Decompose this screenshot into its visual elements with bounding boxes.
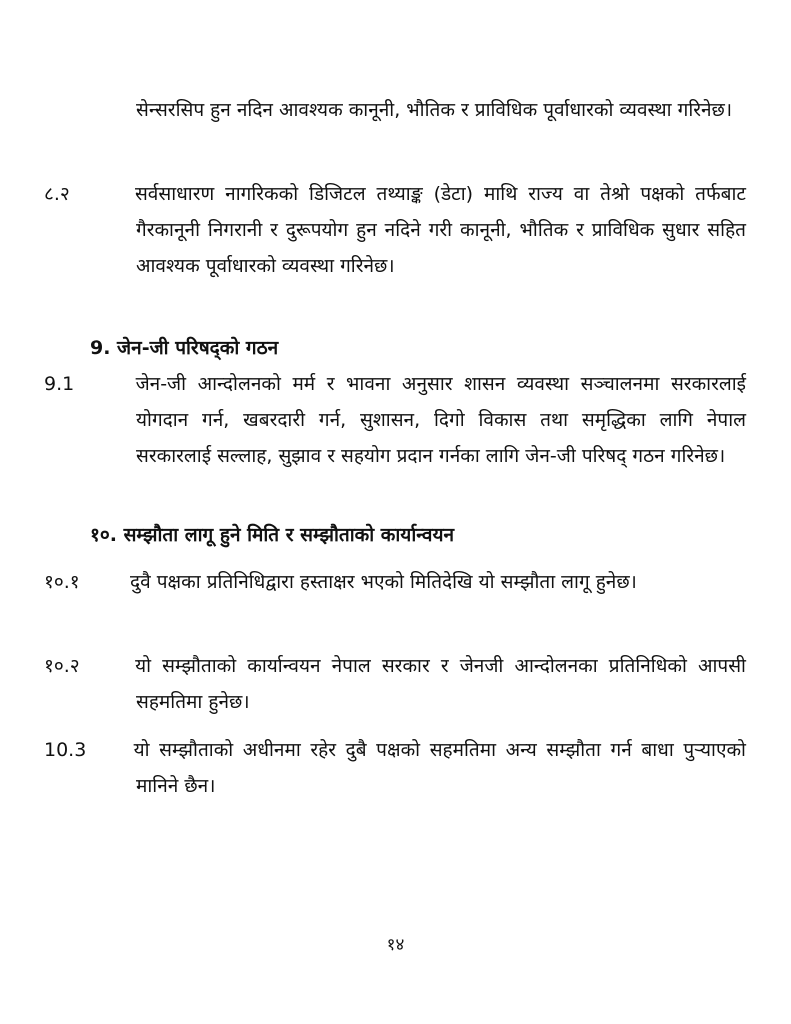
clause-text: दुवै पक्षका प्रतिनिधिद्वारा हस्ताक्षर भएको मितिदेखि यो सम्झौता लागू हुनेछ।	[130, 571, 637, 593]
clause-text: जेन-जी आन्दोलनको मर्म र भावना अनुसार शासन व्यवस्था सञ्चालनमा सरकारलाई योगदान गर्न, खबरदारी गर्न, सुशासन, दिगो विकास तथा समृद्धिका लागि नेपाल सरकारलाई सल्लाह, सुझाव र सहयोग प्रदान गर्नका लागि जेन-जी परिषद् गठन गरिनेछ।	[135, 373, 746, 467]
clause-number: 10.3	[44, 739, 87, 761]
clause-10-1	[44, 564, 746, 600]
clause-text: यो सम्झौताको कार्यान्वयन नेपाल सरकार र जेनजी आन्दोलनका प्रतिनिधिको आपसी सहमतिमा हुनेछ।	[135, 655, 746, 713]
clause-9-1	[44, 366, 746, 474]
clause-10-2	[44, 648, 746, 720]
clause-number: 9.1	[44, 373, 75, 395]
clause-text: यो सम्झौताको अधीनमा रहेर दुबै पक्षको सहमतिमा अन्य सम्झौता गर्न बाधा पुऱ्याएको मानिने छैन।	[133, 739, 746, 797]
continuation-text: सेन्सरसिप हुन नदिन आवश्यक कानूनी, भौतिक र प्राविधिक पूर्वाधारको व्यवस्था गरिनेछ।	[136, 99, 733, 121]
clause-8-2	[44, 176, 746, 284]
clause-8-1-continuation	[90, 92, 746, 128]
section-9-heading: 9. जेन-जी परिषद्को गठन	[90, 337, 279, 359]
clause-number: १०.१	[44, 571, 80, 593]
page-number: १४	[386, 935, 405, 955]
clause-text: सर्वसाधारण नागरिकको डिजिटल तथ्याङ्क (डेटा) माथि राज्य वा तेश्रो पक्षको तर्फबाट गैरकानूनी निगरानी र दुरूपयोग हुन नदिने गरी कानूनी, भौतिक र प्राविधिक सुधार सहित आवश्यक पूर्वाधारको व्यवस्था गरिनेछ।	[134, 183, 746, 277]
clause-number: १०.२	[44, 655, 80, 677]
section-10-heading: १०. सम्झौता लागू हुने मिति र सम्झौताको कार्यान्वयन	[90, 524, 455, 546]
clause-10-3	[44, 732, 746, 804]
clause-number: ८.२	[44, 183, 70, 205]
